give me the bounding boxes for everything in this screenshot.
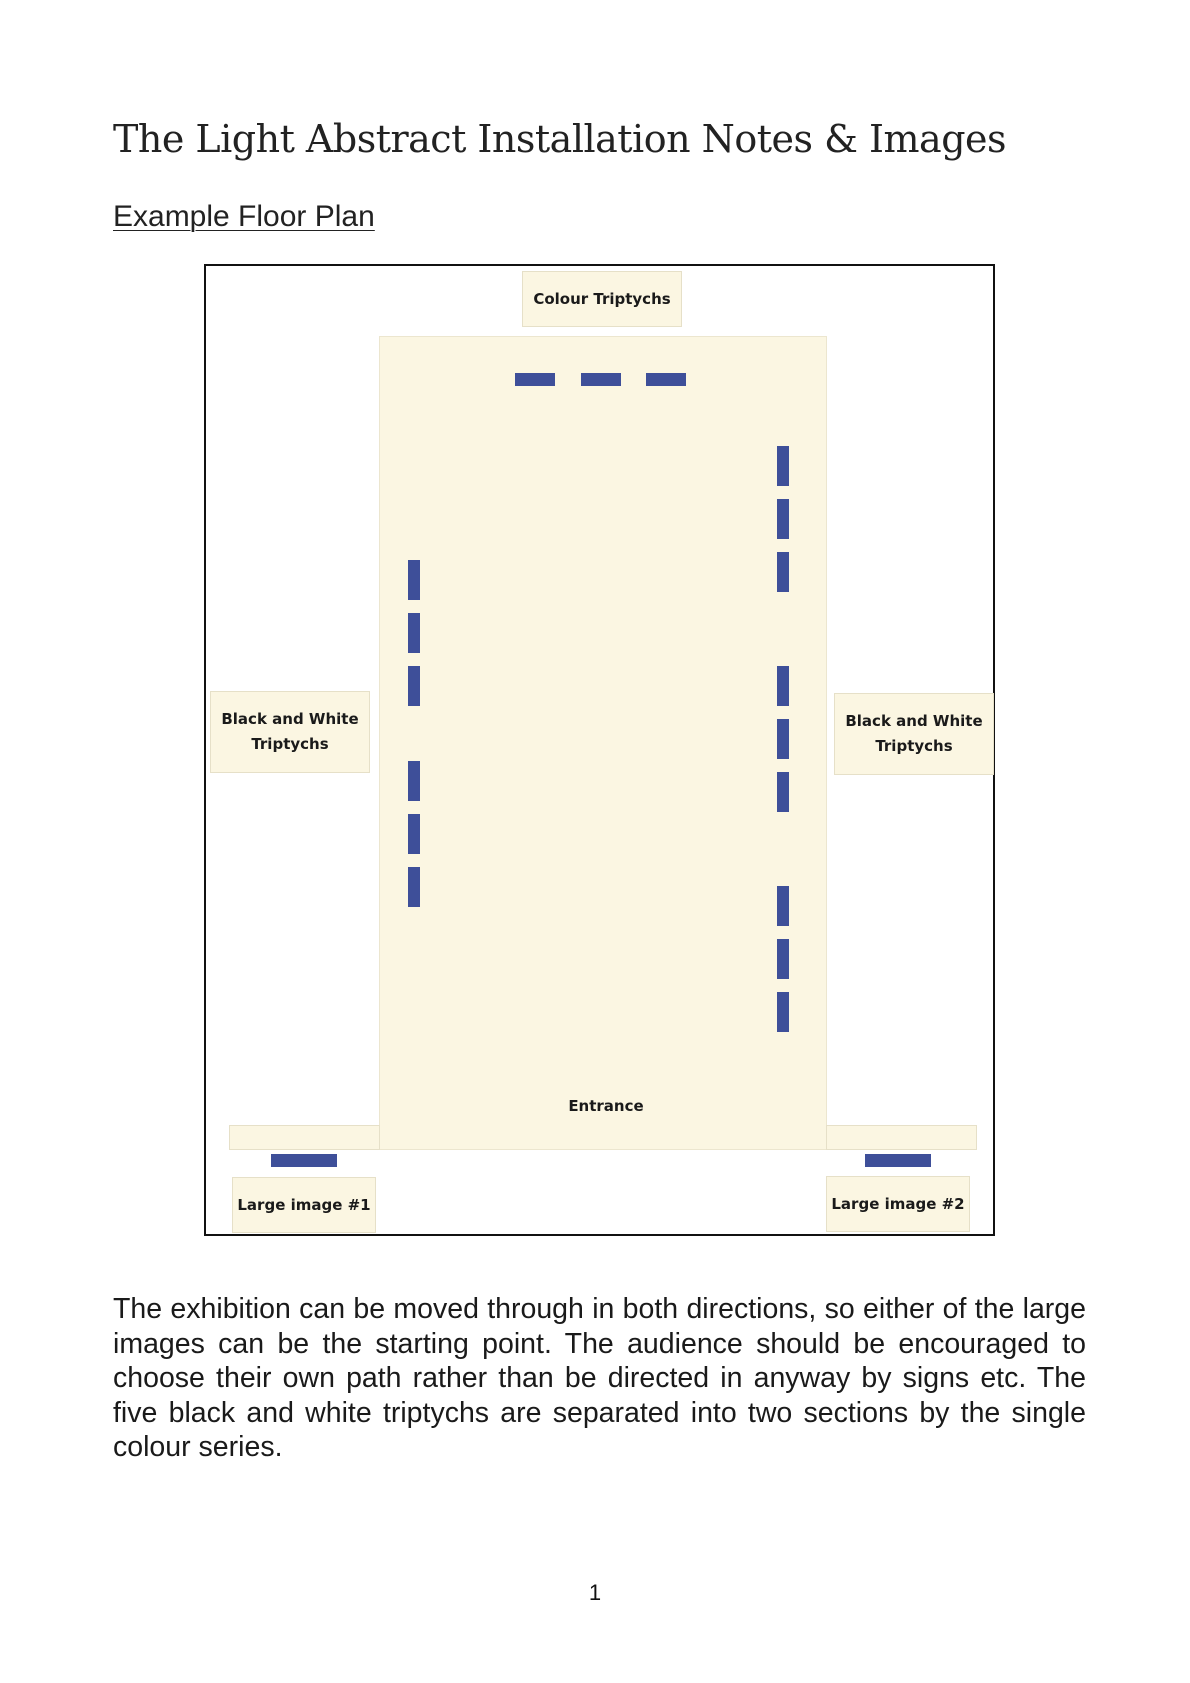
bw-panel-right [777,939,789,979]
large-image-1-label: Large image #1 [232,1177,376,1233]
bw-panel-left [408,666,420,706]
left-entrance-wall [229,1125,380,1150]
bw-panel-right [777,886,789,926]
bw-panel-right [777,666,789,706]
body-paragraph: The exhibition can be moved through in both directions, so either of the large images can be the starting point. The audience should be encouraged to choose their own path rather than be directed in anyway by signs etc. The five black and white triptychs are separated into two sections by the single colour series. [113,1293,1086,1463]
bw-panel-right [777,552,789,592]
bw-panel-left [408,867,420,907]
large-image-2-panel [865,1154,931,1167]
main-gallery-room [379,336,827,1150]
entrance-label: Entrance [568,1097,644,1115]
bw-triptychs-right-label: Black and White Triptychs [834,693,994,775]
bw-panel-left [408,613,420,653]
right-entrance-wall [826,1125,977,1150]
bw-triptychs-left-label: Black and White Triptychs [210,691,370,773]
large-image-1-panel [271,1154,337,1167]
floor-plan [204,264,995,1236]
colour-triptychs-label: Colour Triptychs [522,271,682,327]
page-number: 1 [588,1580,602,1605]
document-title: The Light Abstract Installation Notes & Images [113,117,1007,161]
colour-panel [581,373,621,386]
bw-panel-right [777,772,789,812]
bw-panel-left [408,761,420,801]
bw-panel-right [777,446,789,486]
colour-panel [515,373,555,386]
section-heading: Example Floor Plan [113,200,375,233]
bw-panel-left [408,814,420,854]
large-image-2-label: Large image #2 [826,1176,970,1232]
colour-panel [646,373,686,386]
bw-panel-right [777,992,789,1032]
bw-panel-left [408,560,420,600]
bw-panel-right [777,499,789,539]
bw-panel-right [777,719,789,759]
